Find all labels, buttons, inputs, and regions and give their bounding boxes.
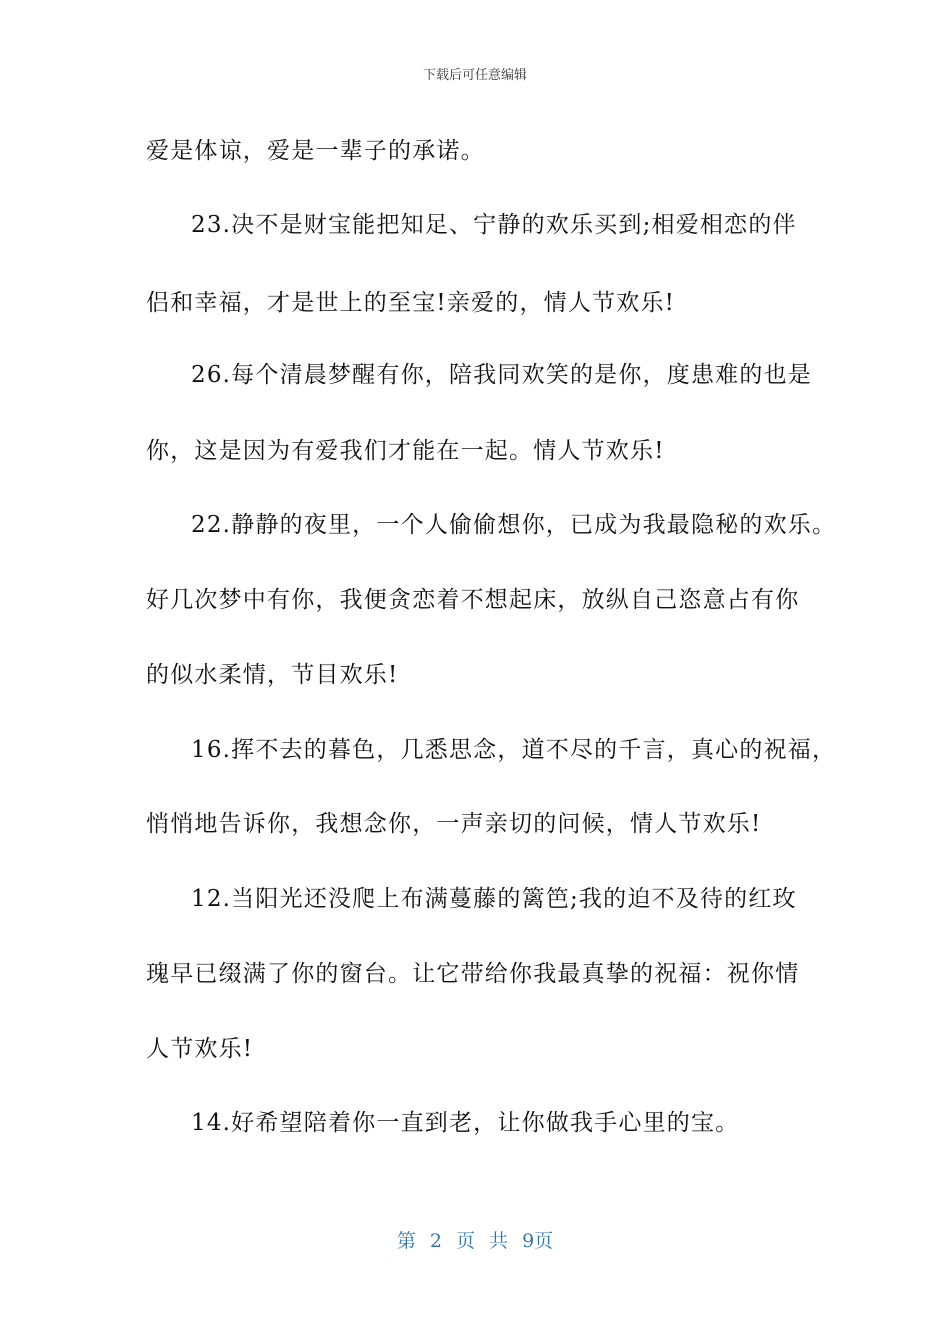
text-line: 人节欢乐!: [146, 1036, 254, 1062]
page-header: 下载后可任意编辑: [422, 68, 527, 83]
text-line: 22.静静的夜里，一个人偷偷想你，已成为我最隐秘的欢乐。: [191, 512, 837, 538]
text-line: 侣和幸福，才是世上的至宝!亲爱的，情人节欢乐!: [146, 290, 676, 316]
text-line: 23.决不是财宝能把知足、宁静的欢乐买到;相爱相恋的伴: [191, 212, 797, 238]
text-line: 悄悄地告诉你，我想念你，一声亲切的问候，情人节欢乐!: [146, 811, 762, 837]
page-footer: 第 2 页 共 9页: [396, 1230, 554, 1252]
text-line: 的似水柔情，节目欢乐!: [146, 662, 399, 688]
text-line: 14.好希望陪着你一直到老，让你做我手心里的宝。: [191, 1110, 740, 1136]
text-line: 26.每个清晨梦醒有你，陪我同欢笑的是你，度患难的也是: [191, 362, 812, 388]
text-line: 爱是体谅，爱是一辈子的承诺。: [146, 138, 485, 164]
text-line: 瑰早已缀满了你的窗台。让它带给你我最真挚的祝福：祝你情: [146, 961, 800, 987]
text-line: 你，这是因为有爱我们才能在一起。情人节欢乐!: [146, 438, 665, 464]
text-line: 16.挥不去的暮色，几悉思念，道不尽的千言，真心的祝福，: [191, 737, 837, 763]
text-line: 12.当阳光还没爬上布满蔓藤的篱笆;我的迫不及待的红玫: [191, 886, 797, 912]
text-line: 好几次梦中有你，我便贪恋着不想起床，放纵自己恣意占有你: [146, 587, 800, 613]
